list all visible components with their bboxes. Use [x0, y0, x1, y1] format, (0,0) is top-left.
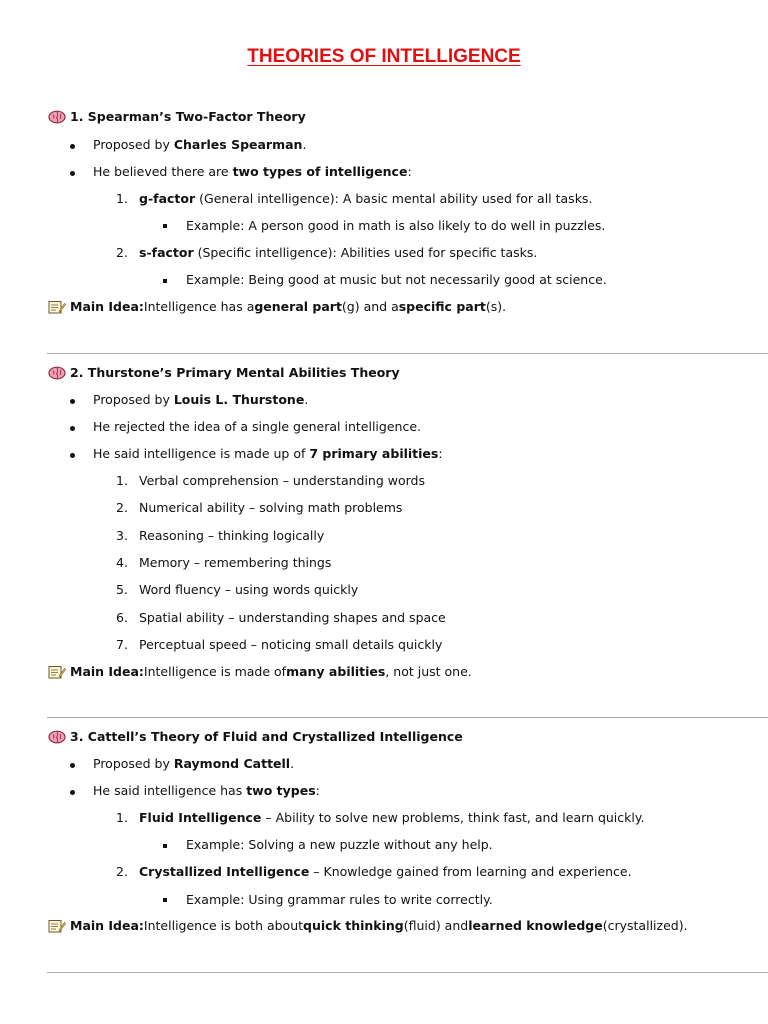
list-item: He believed there are two types of intelligence:: [93, 164, 412, 179]
section-divider: [47, 353, 768, 354]
list-item: Proposed by Raymond Cattell.: [93, 756, 295, 771]
memo-icon: [48, 300, 66, 314]
example-item: Example: A person good in math is also likely to do well in puzzles.: [186, 218, 606, 233]
ability-item: Reasoning – thinking logically: [139, 528, 325, 543]
example-item: Example: Using grammar rules to write correctly.: [186, 892, 493, 907]
brain-icon: [48, 366, 66, 380]
list-item: Fluid Intelligence – Ability to solve new problems, think fast, and learn quickly.: [139, 810, 645, 825]
ability-item: Memory – remembering things: [139, 555, 332, 570]
bullet-icon: [70, 763, 75, 768]
memo-icon: [48, 919, 66, 933]
ability-item: Verbal comprehension – understanding words: [139, 473, 426, 488]
square-bullet-icon: [163, 898, 167, 902]
section-divider: [47, 717, 768, 718]
list-number: 5.: [116, 582, 128, 597]
list-number: 2.: [116, 500, 128, 515]
list-number: 2.: [116, 245, 128, 260]
ability-item: Numerical ability – solving math problems: [139, 500, 403, 515]
section-heading-cattell: 3. Cattell’s Theory of Fluid and Crystallized Intelligence: [48, 730, 463, 744]
square-bullet-icon: [163, 279, 167, 283]
list-item: He rejected the idea of a single general intelligence.: [93, 419, 421, 434]
section-heading-spearman: 1. Spearman’s Two-Factor Theory: [48, 110, 306, 124]
list-item: He said intelligence has two types:: [93, 783, 320, 798]
main-idea: Main Idea: Intelligence is made of many abilities , not just one.: [48, 665, 472, 679]
bullet-icon: [70, 399, 75, 404]
square-bullet-icon: [163, 224, 167, 228]
page-title: THEORIES OF INTELLIGENCE: [247, 46, 521, 67]
square-bullet-icon: [163, 844, 167, 848]
ability-item: Word fluency – using words quickly: [139, 582, 359, 597]
ability-item: Spatial ability – understanding shapes and space: [139, 610, 446, 625]
list-item: Proposed by Louis L. Thurstone.: [93, 392, 309, 407]
list-number: 1.: [116, 810, 128, 825]
list-number: 7.: [116, 637, 128, 652]
list-item: g-factor (General intelligence): A basic mental ability used for all tasks.: [139, 191, 593, 206]
list-number: 1.: [116, 473, 128, 488]
list-number: 3.: [116, 528, 128, 543]
bullet-icon: [70, 171, 75, 176]
list-number: 4.: [116, 555, 128, 570]
main-idea: Main Idea: Intelligence has a general part (g) and a specific part (s).: [48, 300, 506, 314]
list-number: 6.: [116, 610, 128, 625]
section-heading-thurstone: 2. Thurstone’s Primary Mental Abilities Theory: [48, 366, 400, 380]
list-item: Crystallized Intelligence – Knowledge gained from learning and experience.: [139, 864, 632, 879]
bullet-icon: [70, 144, 75, 149]
bullet-icon: [70, 790, 75, 795]
list-item: s-factor (Specific intelligence): Abilities used for specific tasks.: [139, 245, 538, 260]
list-number: 1.: [116, 191, 128, 206]
memo-icon: [48, 665, 66, 679]
example-item: Example: Solving a new puzzle without any help.: [186, 837, 493, 852]
example-item: Example: Being good at music but not necessarily good at science.: [186, 272, 607, 287]
list-number: 2.: [116, 864, 128, 879]
bullet-icon: [70, 453, 75, 458]
list-item: He said intelligence is made up of 7 primary abilities:: [93, 446, 443, 461]
ability-item: Perceptual speed – noticing small details quickly: [139, 637, 443, 652]
section-divider: [47, 972, 768, 973]
main-idea: Main Idea: Intelligence is both about quick thinking (fluid) and learned knowledge (crystallized).: [48, 919, 688, 933]
list-item: Proposed by Charles Spearman.: [93, 137, 307, 152]
brain-icon: [48, 110, 66, 124]
brain-icon: [48, 730, 66, 744]
bullet-icon: [70, 426, 75, 431]
